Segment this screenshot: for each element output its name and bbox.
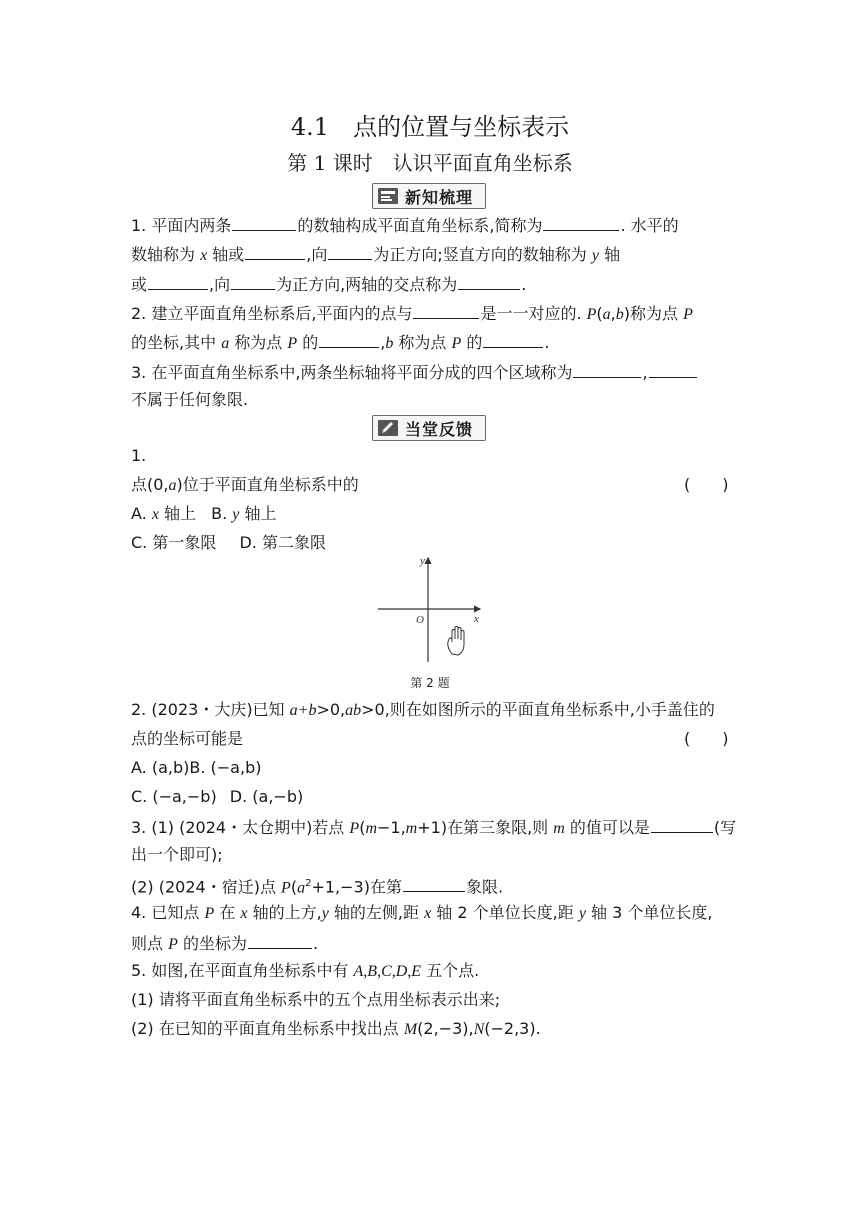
answer-blank[interactable] (543, 214, 619, 231)
knowledge-line-6: 3. 在平面直角坐标系中,两条坐标轴将平面分成的四个区域称为 , (131, 361, 698, 383)
answer-blank[interactable] (232, 214, 296, 231)
q1-answer-paren[interactable]: ( ) (684, 475, 729, 494)
q3-line-1: 3. (1) (2024・太仓期中)若点 P(m−1,m+1)在第三象限,则 m 的值可以是 (写 (131, 818, 737, 837)
answer-blank[interactable] (651, 816, 713, 833)
figure-2-caption: 第 2 题 (410, 676, 450, 690)
knowledge-line-1: 1. 平面内两条 的数轴构成平面直角坐标系,简称为 . 水平的 (131, 216, 679, 235)
option-c[interactable]: C. 第一象限 (131, 533, 217, 552)
q1-options-ab (131, 504, 277, 525)
q4-line-2: 则点 P 的坐标为 . (131, 934, 319, 953)
answer-blank[interactable] (148, 273, 208, 290)
q5-line-2: (1) 请将平面直角坐标系中的五个点用坐标表示出来; (131, 990, 501, 1009)
axis-label-y: y (420, 555, 425, 567)
q3-line-3: (2) (2024・宿迁)点 $P(a^2+1,-3)$在第 象限. (131, 877, 504, 897)
notebook-icon (377, 187, 399, 205)
q2-options-ab (131, 758, 261, 778)
answer-blank[interactable] (403, 875, 465, 892)
knowledge-line-5: 的坐标,其中 a 称为点 P 的 ,b 称为点 P 的 . (131, 333, 550, 352)
option-d[interactable]: D. (a,−b) (229, 787, 304, 806)
answer-blank[interactable] (248, 932, 312, 949)
q1-stem: 点(0,a)位于平面直角坐标系中的 (131, 475, 359, 494)
option-b[interactable]: B. y 轴上 (211, 504, 277, 523)
answer-blank[interactable] (483, 331, 543, 348)
option-c[interactable]: C. (−a,−b) (131, 787, 217, 806)
q2-answer-paren[interactable]: ( ) (684, 729, 729, 748)
answer-blank[interactable] (328, 243, 372, 260)
option-a[interactable]: A. x 轴上 (131, 504, 197, 523)
answer-blank[interactable] (458, 273, 520, 290)
pencil-icon (377, 419, 399, 437)
section-title: 新知梳理 (405, 187, 474, 207)
option-d[interactable]: D. 第二象限 (239, 533, 326, 552)
q5-line-1: 5. 如图,在平面直角坐标系中有 A,B,C,D,E 五个点. (131, 961, 480, 980)
figure-2-coordinate-plane (370, 550, 490, 668)
q1-options-cd (131, 533, 326, 553)
origin-label: O (416, 614, 424, 626)
answer-blank[interactable] (649, 361, 697, 378)
answer-blank[interactable] (573, 361, 641, 378)
answer-blank[interactable] (319, 331, 379, 348)
q4-line-1: 4. 已知点 P 在 x 轴的上方,y 轴的左侧,距 x 轴 2 个单位长度,距 y 轴 3 个单位长度, (131, 903, 713, 922)
section-badge-feedback (372, 415, 486, 441)
q1-number: 1. (131, 446, 147, 465)
lesson-title: 第 1 课时 认识平面直角坐标系 (287, 151, 573, 175)
knowledge-line-2: 数轴称为 x 轴或 ,向 为正方向;竖直方向的数轴称为 y 轴 (131, 245, 621, 264)
answer-blank[interactable] (413, 302, 479, 319)
section-title: 当堂反馈 (405, 419, 474, 439)
chapter-title: 4.1 点的位置与坐标表示 (290, 113, 570, 141)
knowledge-line-7: 不属于任何象限. (131, 390, 249, 409)
q2-options-cd (131, 787, 303, 807)
answer-blank[interactable] (245, 243, 305, 260)
knowledge-line-3: 或 ,向 为正方向,两轴的交点称为 . (131, 275, 527, 294)
knowledge-line-4: 2. 建立平面直角坐标系后,平面内的点与 是一一对应的. P(a,b)称为点 P (131, 304, 693, 323)
hand-icon (448, 627, 464, 656)
q2-stem-line-2: 点的坐标可能是 (131, 729, 244, 748)
axis-label-x: x (474, 613, 479, 625)
q3-line-2: 出一个即可); (131, 845, 223, 864)
answer-blank[interactable] (231, 273, 275, 290)
q2-stem-line-1: 2. (2023・大庆)已知 a+b>0,ab>0,则在如图所示的平面直角坐标系中,小手盖住的 (131, 700, 715, 719)
option-b[interactable]: B. (−a,b) (189, 758, 262, 777)
section-badge-new-knowledge (372, 183, 486, 209)
option-a[interactable]: A. (a,b) (131, 758, 190, 777)
q5-line-3: (2) 在已知的平面直角坐标系中找出点 M(2,−3),N(−2,3). (131, 1019, 541, 1038)
